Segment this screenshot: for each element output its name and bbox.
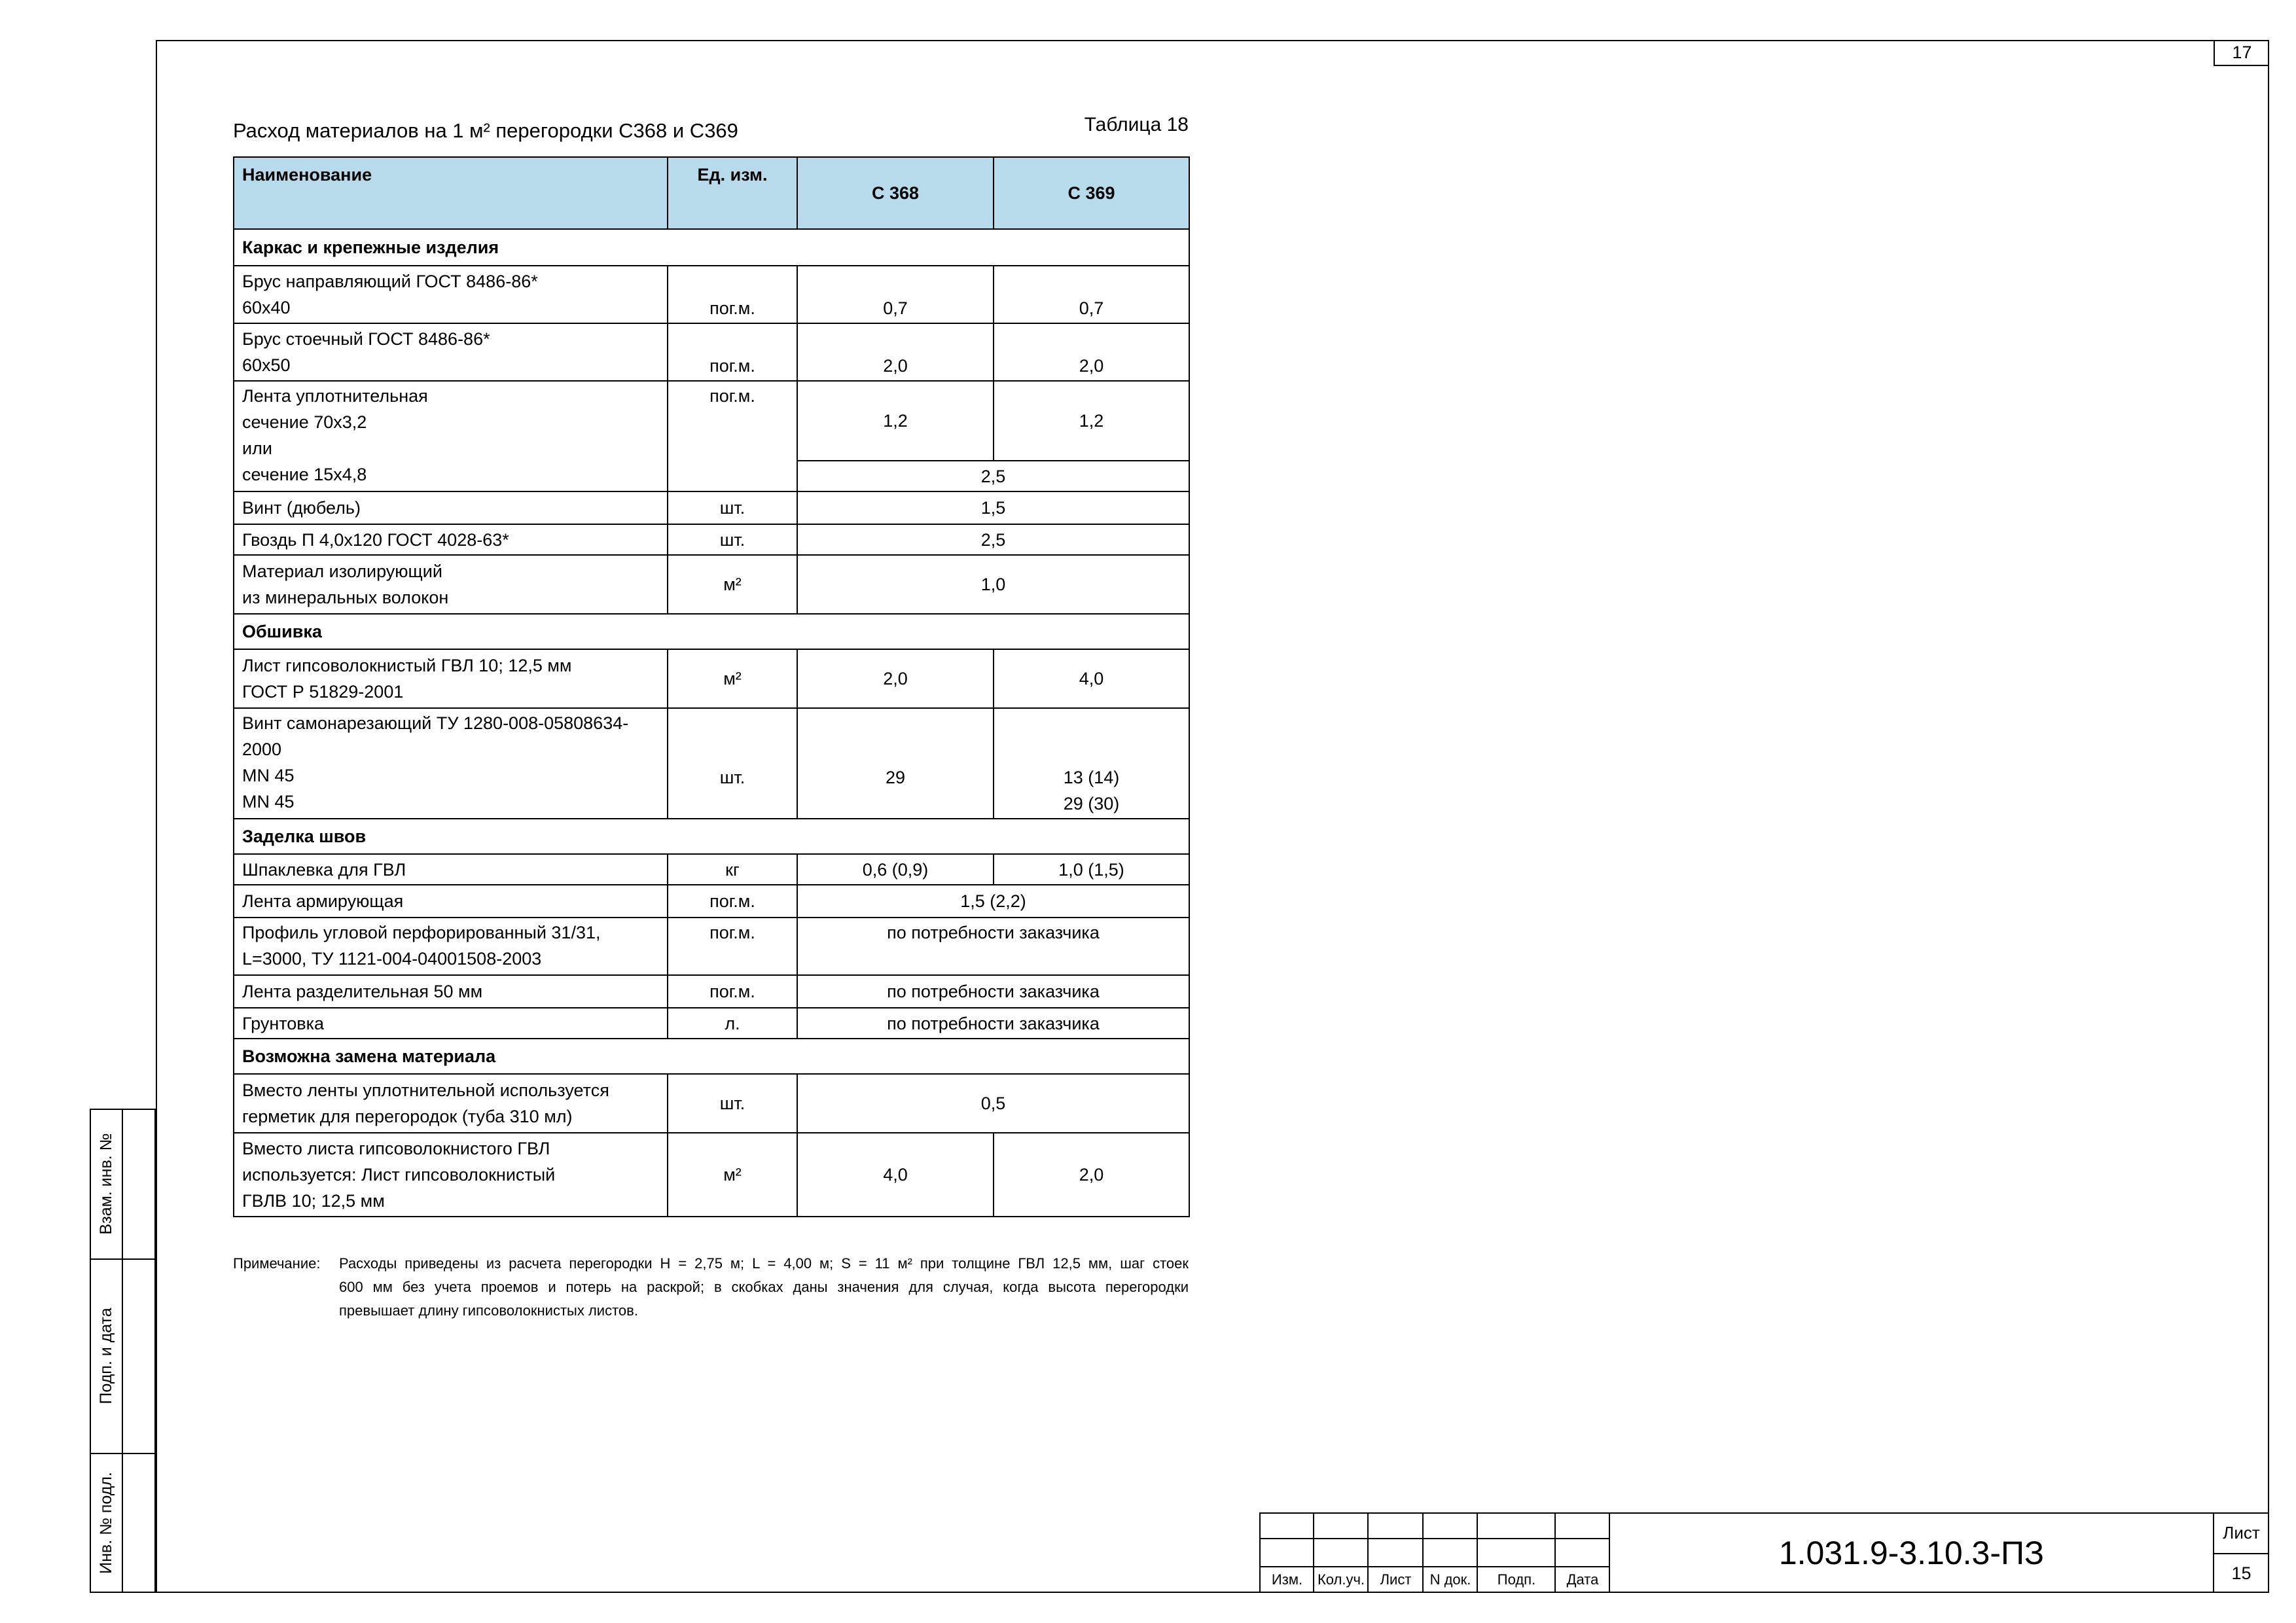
note-line: 600 мм без учета проемов и потерь на раскрой; в скобках даны значения для случая, когда высота перегородки — [339, 1279, 1189, 1295]
row-name: Винт (дюбель) — [234, 491, 668, 524]
section-row — [234, 229, 1189, 266]
section-row — [234, 1039, 1189, 1074]
side-stamp-divider — [90, 1258, 156, 1260]
title-block-col-sheet: Лист — [1380, 1571, 1412, 1588]
row-name: Профиль угловой перфорированный 31/31, L=3000, ТУ 1121-004-04001508-2003 — [234, 918, 668, 975]
section-row — [234, 614, 1189, 649]
stamp-label-original-inv: Инв. № подл. — [97, 1472, 115, 1574]
row-name: Лента уплотнительная сечение 70х3,2 или сечение 15х4,8 — [234, 381, 668, 491]
row-unit: шт. — [668, 708, 797, 819]
row-c368: 4,0 — [797, 1133, 994, 1217]
side-stamp-divider — [122, 1109, 123, 1593]
table-row — [234, 323, 1189, 381]
title-block-divider — [1259, 1538, 1609, 1539]
title-block-col-count: Кол.уч. — [1317, 1571, 1365, 1588]
row-both: 1,5 — [797, 491, 1189, 524]
table-row — [234, 266, 1189, 323]
table-row — [234, 1008, 1189, 1039]
table-row — [234, 649, 1189, 708]
table-row — [234, 708, 1189, 819]
row-both: 2,5 — [797, 461, 1189, 491]
row-unit: пог.м. — [668, 323, 797, 381]
stamp-label-signature-date: Подп. и дата — [97, 1308, 115, 1404]
note-line: Расходы приведены из расчета перегородки H = 2,75 м; L = 4,00 м; S = 11 м² при толщине ГВЛ 12,5 мм, шаг стоек — [339, 1255, 1189, 1272]
row-unit: шт. — [668, 524, 797, 555]
stamp-label-replacement-inv: Взам. инв. № — [97, 1133, 115, 1235]
side-stamp-divider — [90, 1453, 156, 1454]
table-row — [234, 918, 1189, 975]
row-both: по потребности заказчика — [797, 918, 1189, 975]
title-block-col-doc-number: N док. — [1429, 1571, 1471, 1588]
row-name: Брус стоечный ГОСТ 8486-86* 60х50 — [234, 323, 668, 381]
page-number: 17 — [2214, 40, 2269, 66]
row-unit: кг — [668, 854, 797, 885]
header-unit: Ед. изм. — [668, 157, 797, 229]
row-unit: шт. — [668, 1074, 797, 1133]
row-unit: пог.м. — [668, 975, 797, 1008]
row-both: 1,5 (2,2) — [797, 885, 1189, 918]
row-name: Грунтовка — [234, 1008, 668, 1039]
note-line: превышает длину гипсоволокнистых листов. — [339, 1302, 638, 1319]
row-name: Брус направляющий ГОСТ 8486-86* 60х40 — [234, 266, 668, 323]
row-unit: л. — [668, 1008, 797, 1039]
title-block-col-date: Дата — [1566, 1571, 1599, 1588]
row-name: Вместо ленты уплотнительной используется герметик для перегородок (туба 310 мл) — [234, 1074, 668, 1133]
row-c369: 0,7 — [994, 266, 1189, 323]
row-unit: пог.м. — [668, 381, 797, 491]
table-row — [234, 524, 1189, 555]
table-row — [234, 854, 1189, 885]
row-c369: 4,0 — [994, 649, 1189, 708]
row-both: по потребности заказчика — [797, 1008, 1189, 1039]
row-c368: 29 — [797, 708, 994, 819]
row-name: Материал изолирующий из минеральных волокон — [234, 555, 668, 614]
header-name: Наименование — [234, 157, 668, 229]
row-c369: 13 (14) 29 (30) — [994, 708, 1189, 819]
row-unit: пог.м. — [668, 266, 797, 323]
row-name: Лист гипсоволокнистый ГВЛ 10; 12,5 мм ГОСТ Р 51829-2001 — [234, 649, 668, 708]
row-c369: 2,0 — [994, 323, 1189, 381]
row-both: 2,5 — [797, 524, 1189, 555]
section-title: Обшивка — [234, 614, 1189, 649]
row-c369: 2,0 — [994, 1133, 1189, 1217]
sheet-number: 15 — [2231, 1563, 2251, 1583]
row-c368: 2,0 — [797, 649, 994, 708]
row-name: Вместо листа гипсоволокнистого ГВЛ используется: Лист гипсоволокнистый ГВЛВ 10; 12,5 мм — [234, 1133, 668, 1217]
row-unit: м² — [668, 555, 797, 614]
row-name: Винт самонарезающий ТУ 1280-008-05808634- 2000 MN 45 MN 45 — [234, 708, 668, 819]
table-row — [234, 1133, 1189, 1217]
title-block-col-signature: Подп. — [1497, 1571, 1536, 1588]
row-both: 0,5 — [797, 1074, 1189, 1133]
row-name: Гвоздь П 4,0х120 ГОСТ 4028-63* — [234, 524, 668, 555]
table-row — [234, 381, 1189, 461]
table-row — [234, 975, 1189, 1008]
table-row — [234, 1074, 1189, 1133]
row-unit: шт. — [668, 491, 797, 524]
row-unit: пог.м. — [668, 885, 797, 918]
table-row — [234, 555, 1189, 614]
table-row — [234, 885, 1189, 918]
row-c368: 0,7 — [797, 266, 994, 323]
materials-table — [233, 156, 1190, 1217]
table-number: Таблица 18 — [1084, 114, 1189, 135]
row-name: Лента разделительная 50 мм — [234, 975, 668, 1008]
row-unit: м² — [668, 649, 797, 708]
sheet-label: Лист — [2223, 1523, 2260, 1543]
row-c369: 1,0 (1,5) — [994, 854, 1189, 885]
section-row — [234, 819, 1189, 854]
row-name: Шпаклевка для ГВЛ — [234, 854, 668, 885]
table-row — [234, 491, 1189, 524]
row-c368: 2,0 — [797, 323, 994, 381]
header-c368: С 368 — [797, 157, 994, 229]
section-title: Каркас и крепежные изделия — [234, 229, 1189, 266]
note-text — [339, 1252, 1189, 1323]
table-title: Расход материалов на 1 м² перегородки С368 и С369 — [233, 119, 738, 142]
section-title: Заделка швов — [234, 819, 1189, 854]
row-name: Лента армирующая — [234, 885, 668, 918]
row-both: 1,0 — [797, 555, 1189, 614]
document-designation: 1.031.9-3.10.3-ПЗ — [1778, 1534, 2045, 1571]
row-c369: 1,2 — [994, 381, 1189, 461]
row-unit: м² — [668, 1133, 797, 1217]
header-c369: С 369 — [994, 157, 1189, 229]
row-c368: 0,6 (0,9) — [797, 854, 994, 885]
row-unit: пог.м. — [668, 918, 797, 975]
row-both: по потребности заказчика — [797, 975, 1189, 1008]
row-c368: 1,2 — [797, 381, 994, 461]
note-label: Примечание: — [233, 1255, 321, 1272]
table-header-row — [234, 157, 1189, 229]
section-title: Возможна замена материала — [234, 1039, 1189, 1074]
title-block-col-change: Изм. — [1271, 1571, 1303, 1588]
